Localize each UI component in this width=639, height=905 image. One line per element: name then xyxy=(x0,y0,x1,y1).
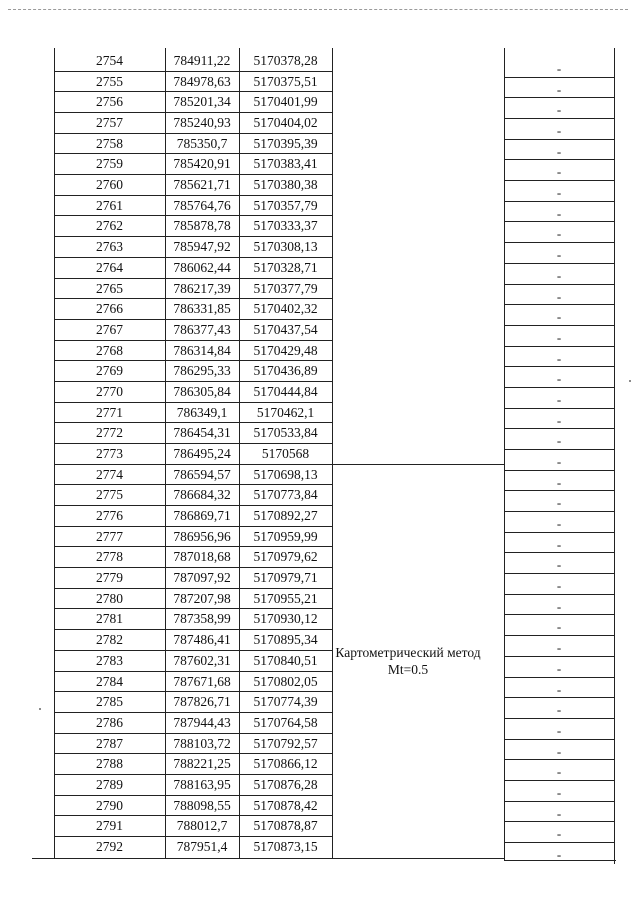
method-cell xyxy=(312,644,504,678)
note-dash: - xyxy=(556,413,562,428)
coord-x: 784911,22 xyxy=(173,53,231,68)
note-dash: - xyxy=(556,764,562,779)
note-dash: - xyxy=(556,599,562,614)
method-accuracy: Mt=0.5 xyxy=(387,662,429,677)
note-row-border xyxy=(504,594,614,595)
point-number: 2777 xyxy=(96,529,123,544)
coord-x: 787018,68 xyxy=(173,549,231,564)
point-number: 2781 xyxy=(96,611,123,626)
scan-top-edge xyxy=(8,9,628,10)
note-dash: - xyxy=(556,495,562,510)
coord-y: 5170873,15 xyxy=(253,839,318,854)
note-row-border xyxy=(504,677,614,678)
note-row-border xyxy=(504,221,614,222)
point-number: 2759 xyxy=(96,156,123,171)
coord-x: 785201,34 xyxy=(173,94,231,109)
point-number: 2768 xyxy=(96,343,123,358)
note-dash: - xyxy=(556,806,562,821)
coord-y: 5170462,1 xyxy=(256,405,315,420)
coord-y: 5170955,21 xyxy=(253,591,318,606)
coord-x: 785947,92 xyxy=(173,239,231,254)
coord-x: 787097,92 xyxy=(173,570,231,585)
note-dash: - xyxy=(556,206,562,221)
note-dash: - xyxy=(556,785,562,800)
coord-x: 786062,44 xyxy=(173,260,231,275)
coord-x: 786684,32 xyxy=(173,487,231,502)
note-dash: - xyxy=(556,661,562,676)
note-dash: - xyxy=(556,144,562,159)
note-row-border xyxy=(504,532,614,533)
coord-y: 5170436,89 xyxy=(253,363,318,378)
coordinates-table xyxy=(32,48,614,862)
note-dash: - xyxy=(556,516,562,531)
note-dash: - xyxy=(556,682,562,697)
coord-y: 5170377,79 xyxy=(253,281,318,296)
note-dash: - xyxy=(556,847,562,862)
note-row-border xyxy=(504,511,614,512)
note-dash: - xyxy=(556,309,562,324)
note-row-border xyxy=(504,242,614,243)
coord-x: 784978,63 xyxy=(173,74,231,89)
point-number: 2790 xyxy=(96,798,123,813)
coord-x: 788103,72 xyxy=(173,736,231,751)
note-row-border xyxy=(504,780,614,781)
note-dash: - xyxy=(556,557,562,572)
note-row-border xyxy=(504,614,614,615)
coord-x: 787826,71 xyxy=(173,694,231,709)
note-dash: - xyxy=(556,123,562,138)
coord-x: 788163,95 xyxy=(173,777,231,792)
note-dash: - xyxy=(556,289,562,304)
coord-x: 788012,7 xyxy=(176,818,228,833)
note-dash: - xyxy=(556,454,562,469)
note-dash: - xyxy=(556,268,562,283)
note-dash: - xyxy=(556,433,562,448)
scan-speck xyxy=(39,708,41,710)
method-name: Картометрический метод xyxy=(335,645,481,660)
note-dash: - xyxy=(556,330,562,345)
note-row-border xyxy=(504,387,614,388)
coord-x: 786331,85 xyxy=(173,301,231,316)
coord-x: 786217,39 xyxy=(173,281,231,296)
note-row-border xyxy=(504,139,614,140)
note-dash: - xyxy=(556,619,562,634)
coord-y: 5170328,71 xyxy=(253,260,318,275)
coord-y: 5170404,02 xyxy=(253,115,318,130)
coord-y: 5170444,84 xyxy=(253,384,318,399)
coord-y: 5170698,13 xyxy=(253,467,318,482)
point-number: 2772 xyxy=(96,425,123,440)
column-border-y xyxy=(332,48,333,858)
point-number: 2756 xyxy=(96,94,123,109)
note-dash: - xyxy=(556,247,562,262)
coord-y: 5170979,71 xyxy=(253,570,318,585)
coord-y: 5170895,34 xyxy=(253,632,318,647)
coord-x: 787602,31 xyxy=(173,653,231,668)
point-number: 2754 xyxy=(96,53,123,68)
point-number: 2788 xyxy=(96,756,123,771)
coord-x: 786377,43 xyxy=(173,322,231,337)
note-row-border xyxy=(504,366,614,367)
note-dash: - xyxy=(556,82,562,97)
point-number: 2770 xyxy=(96,384,123,399)
note-dash: - xyxy=(556,640,562,655)
coord-y: 5170959,99 xyxy=(253,529,318,544)
note-row-border xyxy=(504,490,614,491)
note-row-border xyxy=(504,801,614,802)
note-dash: - xyxy=(556,537,562,552)
coord-x: 786956,96 xyxy=(173,529,231,544)
point-number: 2792 xyxy=(96,839,123,854)
point-number: 2776 xyxy=(96,508,123,523)
note-row-border xyxy=(504,697,614,698)
note-row-border xyxy=(504,821,614,822)
point-number: 2758 xyxy=(96,136,123,151)
note-row-border xyxy=(504,201,614,202)
point-number: 2787 xyxy=(96,736,123,751)
coord-x: 786495,24 xyxy=(173,446,231,461)
point-number: 2764 xyxy=(96,260,123,275)
point-number: 2784 xyxy=(96,674,123,689)
coord-y: 5170930,12 xyxy=(253,611,318,626)
coord-x: 787207,98 xyxy=(173,591,231,606)
coord-x: 785240,93 xyxy=(173,115,231,130)
note-row-border xyxy=(504,842,614,843)
coord-y: 5170333,37 xyxy=(253,218,318,233)
coord-x: 786305,84 xyxy=(173,384,231,399)
coord-y: 5170429,48 xyxy=(253,343,318,358)
note-dash: - xyxy=(556,744,562,759)
note-dash: - xyxy=(556,392,562,407)
point-number: 2761 xyxy=(96,198,123,213)
coord-y: 5170383,41 xyxy=(253,156,318,171)
note-row-border xyxy=(504,635,614,636)
note-row-border xyxy=(504,449,614,450)
point-number: 2755 xyxy=(96,74,123,89)
coord-y: 5170979,62 xyxy=(253,549,318,564)
point-number: 2782 xyxy=(96,632,123,647)
coord-y: 5170357,79 xyxy=(253,198,318,213)
note-row-border xyxy=(504,718,614,719)
note-dash: - xyxy=(556,702,562,717)
note-row-border xyxy=(504,159,614,160)
coord-x: 785878,78 xyxy=(173,218,231,233)
note-dash: - xyxy=(556,578,562,593)
note-dash: - xyxy=(556,351,562,366)
column-border-right xyxy=(614,48,615,864)
coord-y: 5170802,05 xyxy=(253,674,318,689)
point-number: 2762 xyxy=(96,218,123,233)
point-number: 2785 xyxy=(96,694,123,709)
coord-y: 5170401,99 xyxy=(253,94,318,109)
note-row-border xyxy=(504,325,614,326)
coord-x: 786295,33 xyxy=(173,363,231,378)
method-top-border xyxy=(332,464,504,465)
coord-x: 786869,71 xyxy=(173,508,231,523)
coord-y: 5170792,57 xyxy=(253,736,318,751)
point-number: 2757 xyxy=(96,115,123,130)
note-row-border xyxy=(504,97,614,98)
point-number: 2767 xyxy=(96,322,123,337)
coord-y: 5170866,12 xyxy=(253,756,318,771)
point-number: 2789 xyxy=(96,777,123,792)
note-row-border xyxy=(504,118,614,119)
point-number: 2773 xyxy=(96,446,123,461)
point-number: 2778 xyxy=(96,549,123,564)
method-bottom-border xyxy=(332,858,504,859)
coord-y: 5170568 xyxy=(261,446,310,461)
coord-y: 5170395,39 xyxy=(253,136,318,151)
coord-y: 5170892,27 xyxy=(253,508,318,523)
coord-x: 788098,55 xyxy=(173,798,231,813)
coord-x: 787671,68 xyxy=(173,674,231,689)
note-row-border xyxy=(504,408,614,409)
point-number: 2775 xyxy=(96,487,123,502)
note-row-border xyxy=(504,759,614,760)
note-dash: - xyxy=(556,826,562,841)
table-bottom-border xyxy=(32,858,332,859)
coord-x: 786349,1 xyxy=(176,405,228,420)
coord-y: 5170402,32 xyxy=(253,301,318,316)
point-number: 2763 xyxy=(96,239,123,254)
coord-y: 5170840,51 xyxy=(253,653,318,668)
coord-y: 5170764,58 xyxy=(253,715,318,730)
note-dash: - xyxy=(556,164,562,179)
point-number: 2779 xyxy=(96,570,123,585)
coord-y: 5170878,87 xyxy=(253,818,318,833)
coord-y: 5170876,28 xyxy=(253,777,318,792)
coord-y: 5170375,51 xyxy=(253,74,318,89)
point-number: 2791 xyxy=(96,818,123,833)
coord-x: 787944,43 xyxy=(173,715,231,730)
note-row-border xyxy=(504,470,614,471)
coord-x: 788221,25 xyxy=(173,756,231,771)
point-number: 2774 xyxy=(96,467,123,482)
coord-x: 786454,31 xyxy=(173,425,231,440)
note-row-border xyxy=(504,180,614,181)
coord-x: 785420,91 xyxy=(173,156,231,171)
note-dash: - xyxy=(556,226,562,241)
coord-x: 786594,57 xyxy=(173,467,231,482)
note-row-border xyxy=(504,552,614,553)
coord-y: 5170533,84 xyxy=(253,425,318,440)
note-row-border xyxy=(504,263,614,264)
coord-x: 787951,4 xyxy=(176,839,228,854)
note-row-border xyxy=(504,428,614,429)
note-row-border xyxy=(504,739,614,740)
note-row-border xyxy=(504,77,614,78)
point-number: 2766 xyxy=(96,301,123,316)
coord-x: 785350,7 xyxy=(176,136,228,151)
coord-y: 5170437,54 xyxy=(253,322,318,337)
note-dash: - xyxy=(556,185,562,200)
note-dash: - xyxy=(556,102,562,117)
note-dash: - xyxy=(556,61,562,76)
note-row-border xyxy=(504,304,614,305)
coord-y: 5170380,38 xyxy=(253,177,318,192)
note-dash: - xyxy=(556,475,562,490)
point-number: 2771 xyxy=(96,405,123,420)
coord-x: 787486,41 xyxy=(173,632,231,647)
note-dash: - xyxy=(556,371,562,386)
note-row-border xyxy=(504,284,614,285)
point-number: 2769 xyxy=(96,363,123,378)
note-row-border xyxy=(504,346,614,347)
coord-x: 785621,71 xyxy=(173,177,231,192)
coord-y: 5170378,28 xyxy=(253,53,318,68)
point-number: 2780 xyxy=(96,591,123,606)
point-number: 2760 xyxy=(96,177,123,192)
note-row-border xyxy=(504,573,614,574)
coord-y: 5170308,13 xyxy=(253,239,318,254)
coord-y: 5170774,39 xyxy=(253,694,318,709)
point-number: 2786 xyxy=(96,715,123,730)
coord-y: 5170773,84 xyxy=(253,487,318,502)
scan-speck xyxy=(629,380,631,382)
coord-x: 786314,84 xyxy=(173,343,231,358)
note-row-border xyxy=(504,656,614,657)
point-number: 2783 xyxy=(96,653,123,668)
coord-x: 787358,99 xyxy=(173,611,231,626)
coord-x: 785764,76 xyxy=(173,198,231,213)
coord-y: 5170878,42 xyxy=(253,798,318,813)
point-number: 2765 xyxy=(96,281,123,296)
note-dash: - xyxy=(556,723,562,738)
